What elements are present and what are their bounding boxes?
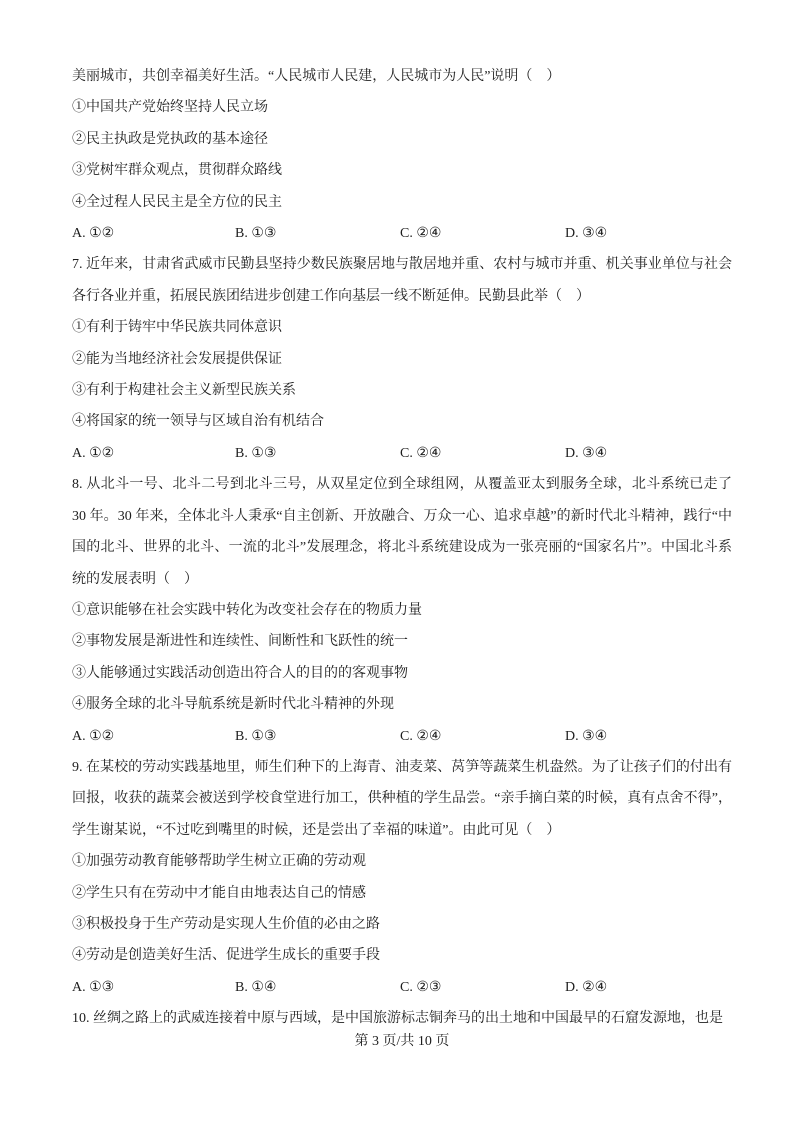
question-block-8 (72, 469, 732, 752)
statement-line: ③积极投身于生产劳动是实现人生价值的必由之路 (72, 916, 380, 932)
statement-line: ④服务全球的北斗导航系统是新时代北斗精神的外现 (72, 697, 394, 713)
option-a: A. ①③ (72, 979, 115, 995)
question-stem: 8. 从北斗一号、北斗二号到北斗三号，从双星定位到全球组网，从覆盖亚太到服务全球，北斗系统已走了 30 年。30 年来，全体北斗人秉承“自主创新、开放融合、万众一心、追求卓越”的新时代北斗精神，践行“中国的北斗、世界的北斗、一流的北斗”发展理念，将北斗系统建设成为一张亮丽的“国家名片”。中国北斗系统的发展表明（ ） (72, 477, 732, 587)
statement-line: ②民主执政是党执政的基本途径 (72, 131, 268, 147)
question-block-9 (72, 752, 732, 1003)
question-stem: 9. 在某校的劳动实践基地里，师生们种下的上海青、油麦菜、莴笋等蔬菜生机盎然。为了让孩子们的付出有回报，收获的蔬菜会被送到学校食堂进行加工，供种植的学生品尝。“亲手摘白菜的时候，真有点舍不得”，学生谢某说，“不过吃到嘴里的时候，还是尝出了幸福的味道”。由此可见（ ） (72, 759, 732, 838)
question-block-7 (72, 249, 732, 469)
option-a: A. ①② (72, 226, 115, 242)
statement-line: ①中国共产党始终坚持人民立场 (72, 100, 268, 116)
options-row (72, 721, 732, 752)
statement-line: ③人能够通过实践活动创造出符合人的目的的客观事物 (72, 665, 408, 681)
option-d: D. ③④ (565, 728, 608, 744)
option-b: B. ①③ (235, 445, 277, 461)
option-a: A. ①② (72, 445, 115, 461)
option-c: C. ②④ (400, 445, 442, 461)
statement-line: ①加强劳动教育能够帮助学生树立正确的劳动观 (72, 854, 366, 870)
statement-line: ③有利于构建社会主义新型民族关系 (72, 383, 296, 399)
question-block-6 (72, 61, 732, 249)
question-stem: 7. 近年来，甘肃省武威市民勤县坚持少数民族聚居地与散居地并重、农村与城市并重、机关事业单位与社会各行各业并重，拓展民族团结进步创建工作向基层一线不断延伸。民勤县此举（ ） (72, 257, 732, 304)
statement-line: ④劳动是创造美好生活、促进学生成长的重要手段 (72, 948, 380, 964)
page-number-label: 第 3 页/共 10 页 (354, 1033, 450, 1049)
option-b: B. ①④ (235, 979, 277, 995)
options-row (72, 218, 732, 249)
option-a: A. ①② (72, 728, 115, 744)
option-b: B. ①③ (235, 226, 277, 242)
question-stem: 美丽城市，共创幸福美好生活。“人民城市人民建，人民城市为人民”说明（ ） (72, 69, 561, 84)
option-c: C. ②③ (400, 979, 442, 995)
statement-line: ①有利于铸牢中华民族共同体意识 (72, 320, 282, 336)
statement-line: ④全过程人民民主是全方位的民主 (72, 194, 282, 210)
statement-line: ③党树牢群众观点，贯彻群众路线 (72, 163, 282, 179)
options-row (72, 438, 732, 469)
statement-line: ②事物发展是渐进性和连续性、间断性和飞跃性的统一 (72, 634, 408, 650)
option-c: C. ②④ (400, 728, 442, 744)
options-row (72, 972, 732, 1003)
option-d: D. ②④ (565, 979, 608, 995)
statement-line: ①意识能够在社会实践中转化为改变社会存在的物质力量 (72, 602, 422, 618)
statement-line: ②学生只有在劳动中才能自由地表达自己的情感 (72, 885, 366, 901)
statement-line: ④将国家的统一领导与区域自治有机结合 (72, 414, 324, 430)
question-stem: 10. 丝绸之路上的武威连接着中原与西域，是中国旅游标志铜奔马的出土地和中国最早的石窟发源地，也是 (72, 1011, 723, 1027)
option-b: B. ①③ (235, 728, 277, 744)
statement-line: ②能为当地经济社会发展提供保证 (72, 351, 282, 367)
option-d: D. ③④ (565, 226, 608, 242)
option-c: C. ②④ (400, 226, 442, 242)
option-d: D. ③④ (565, 445, 608, 461)
